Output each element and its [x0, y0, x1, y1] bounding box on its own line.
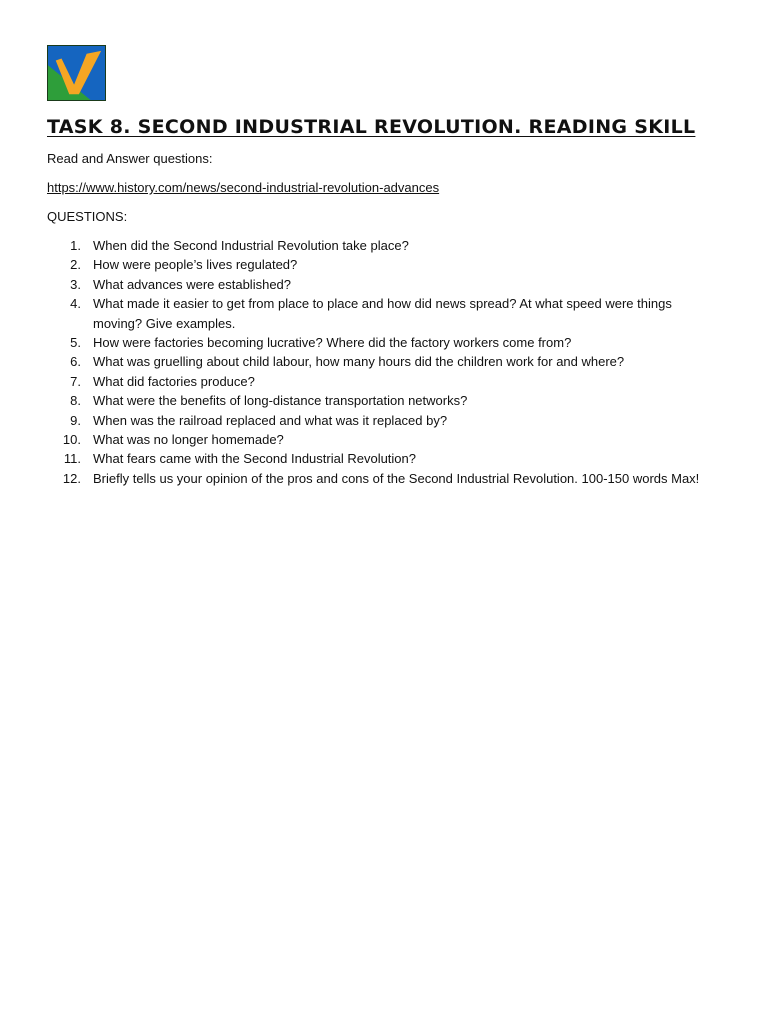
question-item — [47, 430, 707, 449]
question-item — [47, 294, 707, 333]
question-item — [47, 236, 707, 255]
logo-graphic — [48, 46, 105, 100]
question-number: 10. — [62, 432, 81, 448]
source-link[interactable]: https://www.history.com/news/second-industrial-revolution-advances — [47, 180, 440, 195]
page-title: TASK 8. SECOND INDUSTRIAL REVOLUTION. READING SKILL — [47, 116, 696, 138]
question-item — [47, 469, 707, 488]
question-item — [47, 352, 707, 371]
question-number: 7. — [70, 373, 81, 389]
question-number: 11. — [63, 451, 81, 467]
question-text: What did factories produce? — [93, 373, 255, 389]
question-item — [47, 255, 707, 274]
question-text: When did the Second Industrial Revolution take place? — [93, 238, 409, 253]
question-item — [47, 372, 707, 391]
question-number: 8. — [70, 393, 81, 409]
question-item — [47, 411, 707, 430]
question-text: What made it easier to get from place to place and how did news spread? At what speed were things moving? Give examples. — [93, 296, 672, 331]
question-text: How were people’s lives regulated? — [93, 257, 298, 273]
question-number: 4. — [70, 296, 81, 312]
question-text: When was the railroad replaced and what was it replaced by? — [93, 412, 448, 428]
question-number: 5. — [70, 335, 81, 351]
question-text: What was no longer homemade? — [93, 432, 284, 448]
questions-list — [47, 236, 707, 488]
question-number: 9. — [70, 412, 81, 428]
questions-heading: QUESTIONS: — [47, 209, 128, 224]
question-item — [47, 391, 707, 410]
question-text: What fears came with the Second Industrial Revolution? — [93, 451, 417, 467]
question-text: Briefly tells us your opinion of the pros and cons of the Second Industrial Revolution. 100-150 words Max! — [93, 470, 700, 486]
question-text: What was gruelling about child labour, how many hours did the children work for and where? — [93, 354, 625, 370]
question-item — [47, 275, 707, 294]
question-number: 6. — [70, 354, 81, 370]
v-logo-icon — [47, 45, 106, 101]
question-number: 12. — [62, 470, 81, 486]
question-item — [47, 449, 707, 468]
question-number: 1. — [70, 238, 81, 253]
question-text: What advances were established? — [93, 276, 292, 292]
question-item — [47, 333, 707, 352]
question-number: 2. — [70, 257, 81, 273]
question-text: What were the benefits of long-distance transportation networks? — [93, 393, 468, 409]
instruction-text: Read and Answer questions: — [47, 151, 213, 166]
question-number: 3. — [70, 276, 81, 292]
question-text: How were factories becoming lucrative? Where did the factory workers come from? — [93, 335, 572, 351]
